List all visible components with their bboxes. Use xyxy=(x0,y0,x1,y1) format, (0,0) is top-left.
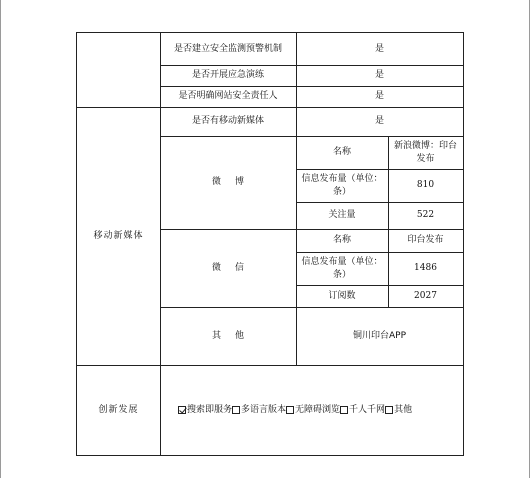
monitoring-label xyxy=(160,32,297,66)
drill-value xyxy=(296,65,464,87)
has-new-media-label xyxy=(160,107,297,137)
weibo-label xyxy=(160,136,297,230)
option-label: 无障碍浏览 xyxy=(295,404,341,415)
option-personalized[interactable] xyxy=(340,404,385,417)
responsible-label xyxy=(160,86,297,108)
weibo-posts-value-text: 810 xyxy=(416,180,435,190)
monitoring-label-text: 是否建立安全监测预警机制 xyxy=(173,43,282,54)
innovation-label-text: 创新发展 xyxy=(98,404,139,415)
checkbox-icon[interactable] xyxy=(286,406,294,414)
wechat-name-value-text: 印台发布 xyxy=(407,235,444,245)
wechat-posts-value-text: 1486 xyxy=(414,263,437,273)
has-new-media-label-text: 是否有移动新媒体 xyxy=(191,116,264,126)
innovation-label xyxy=(76,365,161,456)
wechat-label-text: 微信 xyxy=(211,262,258,273)
weibo-name-value xyxy=(388,136,464,170)
weibo-followers-label xyxy=(296,202,389,230)
option-accessibility[interactable] xyxy=(286,404,340,417)
blank-section-cell xyxy=(76,32,161,108)
option-label: 千人千网 xyxy=(349,404,386,415)
wechat-label xyxy=(160,229,297,308)
checkbox-icon[interactable] xyxy=(340,406,348,414)
weibo-followers-label-text: 关注量 xyxy=(328,210,356,220)
innovation-options xyxy=(160,365,464,456)
weibo-posts-label xyxy=(296,169,389,203)
monitoring-value xyxy=(296,32,464,66)
weibo-name-value-text: 新浪微博：印台发布 xyxy=(393,140,457,164)
wechat-subscribers-label-text: 订阅数 xyxy=(328,290,356,301)
weibo-label-text: 微博 xyxy=(211,177,258,187)
drill-value-text: 是 xyxy=(374,70,384,80)
wechat-name-label xyxy=(296,229,389,253)
responsible-value xyxy=(296,86,464,108)
monitoring-value-text: 是 xyxy=(374,43,384,54)
drill-label xyxy=(160,65,297,87)
responsible-label-text: 是否明确网站安全责任人 xyxy=(178,91,278,101)
responsible-value-text: 是 xyxy=(374,91,384,101)
checkbox-icon[interactable] xyxy=(232,406,240,414)
option-label: 多语言版本 xyxy=(241,404,287,415)
other-media-label xyxy=(160,307,297,366)
weibo-name-label-text: 名称 xyxy=(332,147,351,157)
weibo-followers-value xyxy=(388,202,464,230)
checkbox-icon[interactable] xyxy=(385,406,393,414)
checkbox-icon[interactable] xyxy=(178,406,186,414)
has-new-media-value xyxy=(296,107,464,137)
wechat-name-value xyxy=(388,229,464,253)
new-media-section-label xyxy=(76,107,161,366)
page-edge-left xyxy=(0,0,1,478)
page-edge-right xyxy=(529,0,530,478)
option-label: 搜索即服务 xyxy=(187,404,233,415)
wechat-posts-label xyxy=(296,252,389,286)
other-media-value xyxy=(296,307,464,366)
other-media-value-text: 铜川印台APP xyxy=(352,330,406,341)
wechat-subscribers-label xyxy=(296,285,389,308)
weibo-followers-value-text: 522 xyxy=(416,210,435,220)
weibo-posts-label-text: 信息发布量（单位：条） xyxy=(301,173,383,197)
has-new-media-value-text: 是 xyxy=(374,116,384,126)
option-search-as-service[interactable] xyxy=(178,404,232,417)
wechat-posts-value xyxy=(388,252,464,286)
weibo-name-label xyxy=(296,136,389,170)
wechat-posts-label-text: 信息发布量（单位：条） xyxy=(301,256,383,280)
option-label: 其他 xyxy=(394,404,413,415)
other-media-label-text: 其他 xyxy=(211,330,258,341)
wechat-subscribers-value-text: 2027 xyxy=(414,290,437,301)
new-media-section-label-text: 移动新媒体 xyxy=(93,230,144,241)
wechat-subscribers-value xyxy=(388,285,464,308)
wechat-name-label-text: 名称 xyxy=(332,235,351,245)
weibo-posts-value xyxy=(388,169,464,203)
drill-label-text: 是否开展应急演练 xyxy=(191,70,264,80)
option-other[interactable] xyxy=(385,404,412,417)
option-multilingual[interactable] xyxy=(232,404,286,417)
